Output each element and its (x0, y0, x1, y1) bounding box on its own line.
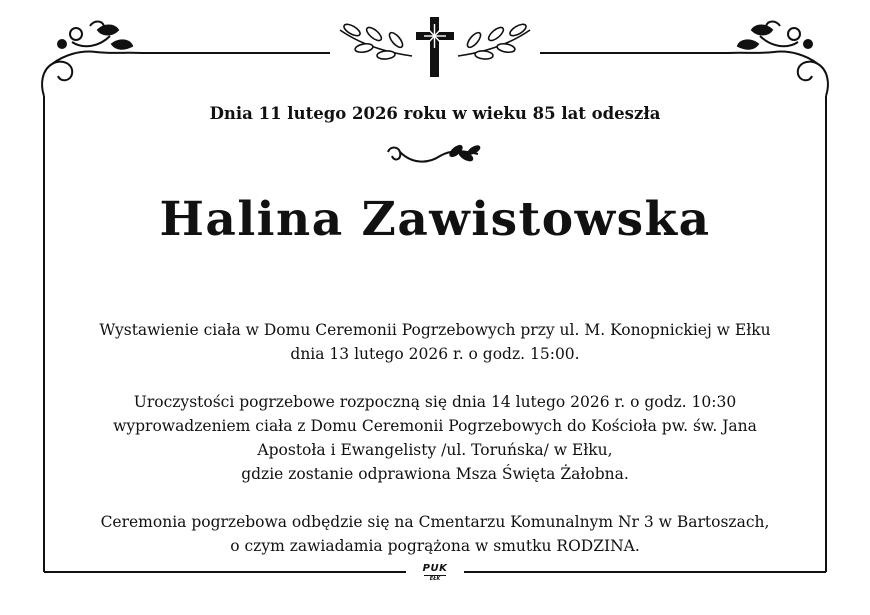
text-line: Uroczystości pogrzebowe rozpoczną się dnia 14 lutego 2026 r. o godz. 10:30 (133, 393, 737, 411)
logo-sub-text: EŁK (424, 575, 446, 582)
text-line: Apostoła i Ewangelisty /ul. Toruńska/ w Ełku, (257, 441, 613, 459)
text-line: dnia 13 lutego 2026 r. o godz. 15:00. (290, 345, 580, 363)
funeral-mass-paragraph (0, 390, 870, 486)
cross-icon (416, 17, 454, 77)
burial-paragraph (0, 510, 870, 558)
divider-flourish-icon (388, 144, 480, 162)
text-line: Ceremonia pogrzebowa odbędzie się na Cmentarzu Komunalnym Nr 3 w Bartoszach, (100, 513, 770, 531)
text-line: o czym zawiadamia pogrążona w smutku RODZINA. (230, 537, 640, 555)
death-announcement-intro: Dnia 11 lutego 2026 roku w wieku 85 lat odeszła (209, 104, 661, 123)
laurel-branch-icon (458, 22, 530, 60)
text-line: gdzie zostanie odprawiona Msza Święta Żałobna. (241, 465, 629, 483)
viewing-paragraph (0, 318, 870, 366)
laurel-branch-icon (340, 22, 412, 60)
corner-flourish-icon (728, 22, 828, 97)
deceased-name: Halina Zawistowska (159, 192, 711, 247)
logo-main-text: PUK (422, 563, 448, 574)
text-line: Wystawienie ciała w Domu Ceremonii Pogrzebowych przy ul. M. Konopnickiej w Ełku (99, 321, 771, 339)
text-line: wyprowadzeniem ciała z Domu Ceremonii Pogrzebowych do Kościoła pw. św. Jana (113, 417, 757, 435)
corner-flourish-icon (42, 22, 142, 97)
puk-logo (416, 564, 454, 582)
